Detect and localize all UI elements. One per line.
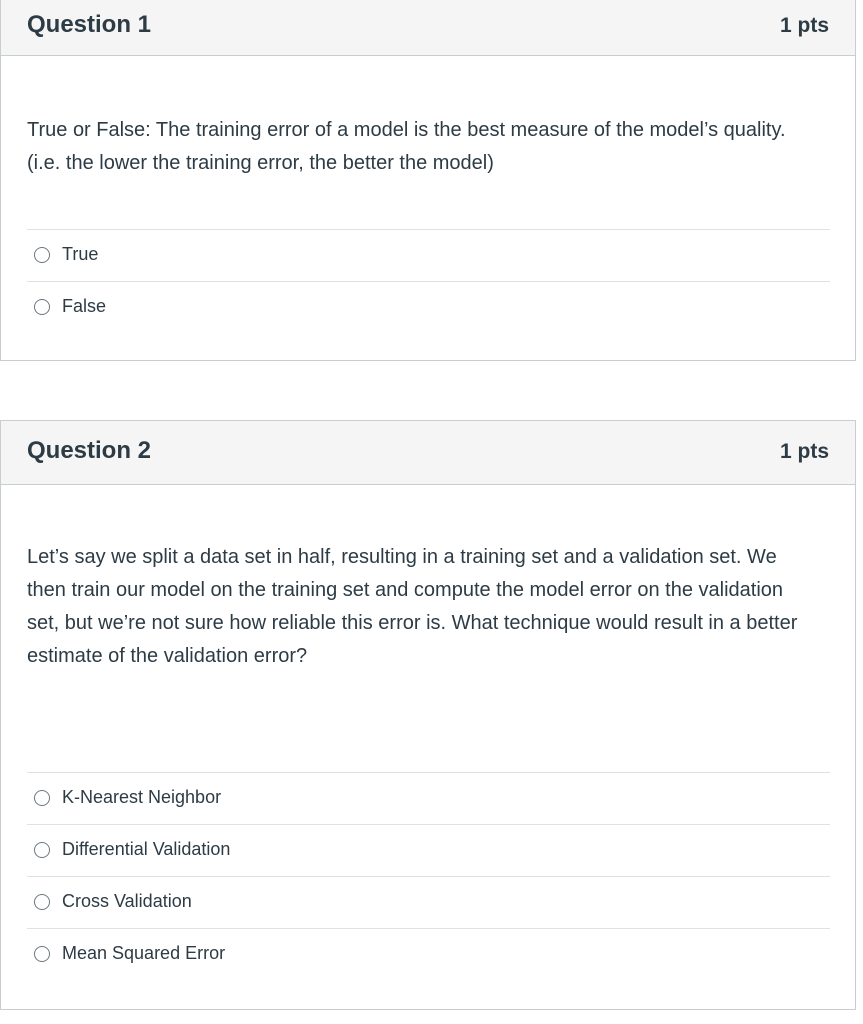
question-title: Question 1 (27, 11, 152, 38)
answer-label[interactable]: Mean Squared Error (62, 943, 226, 963)
question-points: 1 pts (779, 440, 829, 463)
answer-label[interactable]: Cross Validation (62, 891, 192, 911)
answer-list (27, 229, 830, 334)
radio-button[interactable] (34, 247, 50, 263)
answer-option-true[interactable] (27, 230, 830, 282)
answer-label[interactable]: Differential Validation (62, 839, 231, 859)
answer-list (27, 772, 830, 981)
question-card-2 (0, 420, 856, 1010)
answer-option-knn[interactable] (27, 773, 830, 825)
question-title: Question 2 (27, 437, 152, 464)
answer-label[interactable]: K-Nearest Neighbor (62, 787, 222, 807)
answer-option-false[interactable] (27, 282, 830, 334)
radio-button[interactable] (34, 894, 50, 910)
radio-button[interactable] (34, 299, 50, 315)
question-text: Let’s say we split a data set in half, resulting in a training set and a validation set. We then train our model on the training set and compute the model error on the validation set, but we’re not sure how reliable this error is. What technique would result in a better estimate of the validation error? (27, 546, 798, 667)
radio-button[interactable] (34, 946, 50, 962)
answer-label[interactable]: False (62, 296, 107, 316)
answer-option-differential-validation[interactable] (27, 825, 830, 877)
radio-button[interactable] (34, 842, 50, 858)
answer-label[interactable]: True (62, 244, 99, 264)
question-header (1, 421, 855, 485)
question-header (1, 0, 855, 56)
question-points: 1 pts (779, 14, 829, 37)
radio-button[interactable] (34, 790, 50, 806)
question-card-1 (0, 0, 856, 361)
answer-option-mean-squared-error[interactable] (27, 929, 830, 981)
question-text: True or False: The training error of a model is the best measure of the model’s quality. (i.e. the lower the training error, the better the model) (27, 119, 786, 174)
answer-option-cross-validation[interactable] (27, 877, 830, 929)
